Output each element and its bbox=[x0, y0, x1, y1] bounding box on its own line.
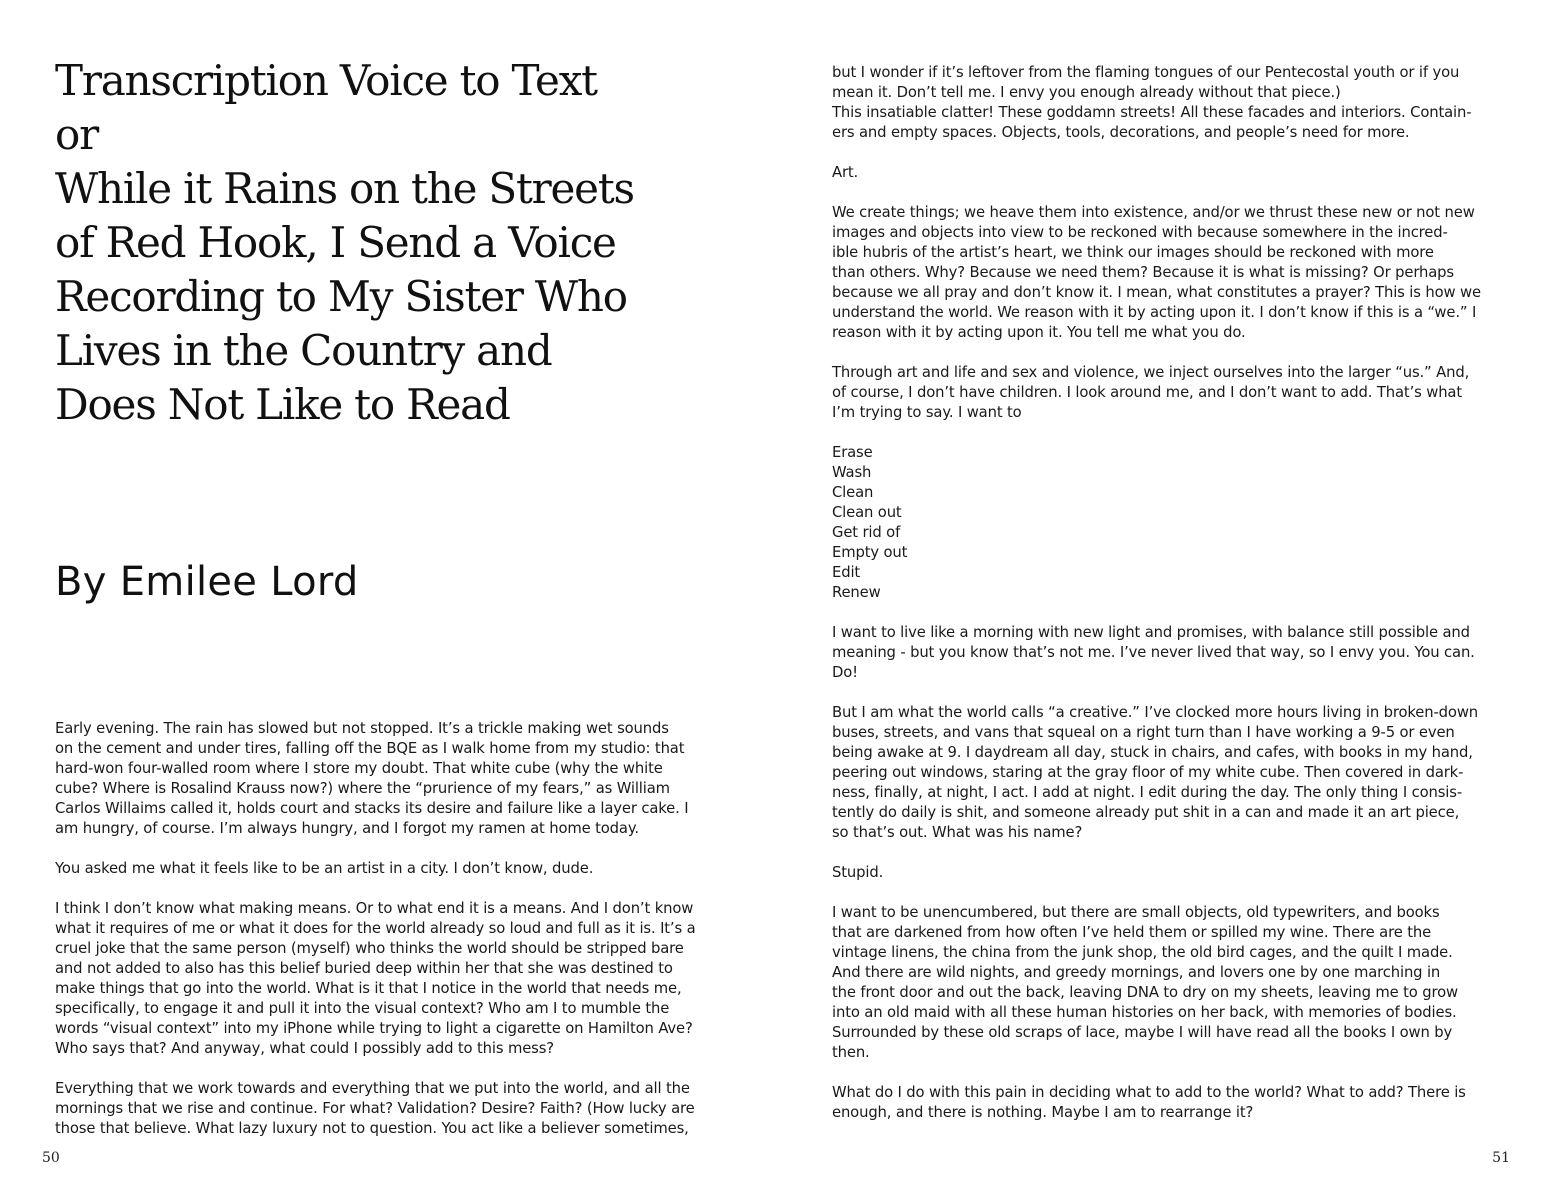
paragraph-gap bbox=[55, 839, 735, 859]
title-line: While it Rains on the Streets bbox=[55, 164, 634, 213]
text-line: This insatiable clatter! These goddamn streets! All these facades and interiors. Contain- bbox=[832, 104, 1472, 121]
text-line: Clean bbox=[832, 484, 874, 501]
text-line: reason with it by acting upon it. You tell me what you do. bbox=[832, 324, 1246, 341]
text-line: because we all pray and don’t know it. I mean, what constitutes a prayer? This is how we bbox=[832, 284, 1481, 301]
text-line: Everything that we work towards and everything that we put into the world, and all the bbox=[55, 1080, 690, 1097]
paragraph-gap bbox=[832, 843, 1512, 863]
paragraph-gap bbox=[55, 1059, 735, 1079]
paragraph-gap bbox=[832, 343, 1512, 363]
text-line: images and objects into view to be reckoned with because somewhere in the incred- bbox=[832, 224, 1448, 241]
text-line: Erase bbox=[832, 444, 873, 461]
title-line: Lives in the Country and bbox=[55, 326, 552, 375]
text-line: peering out windows, staring at the gray floor of my white cube. Then covered in dark- bbox=[832, 764, 1464, 781]
text-line: I’m trying to say. I want to bbox=[832, 404, 1022, 421]
text-line: buses, streets, and vans that squeal on a right turn than I have working a 9-5 or even bbox=[832, 724, 1455, 741]
text-line: enough, and there is nothing. Maybe I am to rearrange it? bbox=[832, 1104, 1254, 1121]
text-line: what it requires of me or what it does for the world already so loud and full as it is. It’s a bbox=[55, 920, 696, 937]
paragraph-gap bbox=[832, 883, 1512, 903]
right-body-text bbox=[832, 63, 1512, 1123]
paragraph-gap bbox=[55, 879, 735, 899]
article-title bbox=[55, 54, 675, 432]
title-line: Transcription Voice to Text bbox=[55, 56, 597, 105]
text-line: ible hubris of the artist’s heart, we think our images should be reckoned with more bbox=[832, 244, 1434, 261]
author-byline: By Emilee Lord bbox=[55, 559, 359, 605]
text-line: Do! bbox=[832, 664, 858, 681]
text-line: Surrounded by these old scraps of lace, maybe I will have read all the books I own by bbox=[832, 1024, 1453, 1041]
text-line: understand the world. We reason with it by acting upon it. I don’t know if this is a “we.” I bbox=[832, 304, 1477, 321]
title-line: Recording to My Sister Who bbox=[55, 272, 627, 321]
text-line: I want to be unencumbered, but there are small objects, old typewriters, and books bbox=[832, 904, 1440, 921]
text-line: What do I do with this pain in deciding what to add to the world? What to add? There is bbox=[832, 1084, 1466, 1101]
text-line: so that’s out. What was his name? bbox=[832, 824, 1083, 841]
paragraph-gap bbox=[832, 1063, 1512, 1083]
text-line: make things that go into the world. What is it that I notice in the world that needs me, bbox=[55, 980, 682, 997]
text-line: We create things; we heave them into existence, and/or we thrust these new or not new bbox=[832, 204, 1475, 221]
text-line: being awake at 9. I daydream all day, stuck in chairs, and cafes, with books in my hand, bbox=[832, 744, 1473, 761]
text-line: I think I don’t know what making means. Or to what end it is a means. And I don’t know bbox=[55, 900, 694, 917]
text-line: Wash bbox=[832, 464, 872, 481]
text-line: I want to live like a morning with new light and promises, with balance still possible and bbox=[832, 624, 1470, 641]
text-line: But I am what the world calls “a creative.” I’ve clocked more hours living in broken-down bbox=[832, 704, 1479, 721]
text-line: the front door and out the back, leaving DNA to dry on my sheets, leaving me to grow bbox=[832, 984, 1458, 1001]
page-number-right: 51 bbox=[1492, 1150, 1510, 1166]
text-line: ers and empty spaces. Objects, tools, decorations, and people’s need for more. bbox=[832, 124, 1410, 141]
text-line: Through art and life and sex and violence, we inject ourselves into the larger “us.” And, bbox=[832, 364, 1470, 381]
text-line: then. bbox=[832, 1044, 870, 1061]
text-line: Art. bbox=[832, 164, 859, 181]
text-line: but I wonder if it’s leftover from the flaming tongues of our Pentecostal youth or if you bbox=[832, 64, 1460, 81]
text-line: than others. Why? Because we need them? Because it is what is missing? Or perhaps bbox=[832, 264, 1454, 281]
left-body-text bbox=[55, 719, 735, 1139]
paragraph-gap bbox=[832, 683, 1512, 703]
text-line: Clean out bbox=[832, 504, 902, 521]
text-line: And there are wild nights, and greedy mornings, and lovers one by one marching in bbox=[832, 964, 1441, 981]
text-line: words “visual context” into my iPhone while trying to light a cigarette on Hamilton Ave? bbox=[55, 1020, 693, 1037]
page-number-left: 50 bbox=[42, 1150, 60, 1166]
paragraph-gap bbox=[832, 143, 1512, 163]
text-line: of course, I don’t have children. I look around me, and I don’t want to add. That’s what bbox=[832, 384, 1462, 401]
text-line: that are darkened from how often I’ve held them or spilled my wine. There are the bbox=[832, 924, 1432, 941]
text-line: Who says that? And anyway, what could I possibly add to this mess? bbox=[55, 1040, 554, 1057]
text-line: mornings that we rise and continue. For what? Validation? Desire? Faith? (How lucky are bbox=[55, 1100, 695, 1117]
text-line: tently do daily is shit, and someone already put shit in a can and made it an art piece, bbox=[832, 804, 1460, 821]
title-line: Does Not Like to Read bbox=[55, 380, 510, 429]
text-line: Renew bbox=[832, 584, 881, 601]
paragraph-gap bbox=[832, 423, 1512, 443]
right-page bbox=[776, 0, 1552, 1199]
text-line: Stupid. bbox=[832, 864, 884, 881]
text-line: cube? Where is Rosalind Krauss now?) where the “prurience of my fears,” as William bbox=[55, 780, 670, 797]
text-line: cruel joke that the same person (myself) who thinks the world should be stripped bare bbox=[55, 940, 684, 957]
text-line: Get rid of bbox=[832, 524, 901, 541]
text-line: You asked me what it feels like to be an artist in a city. I don’t know, dude. bbox=[55, 860, 594, 877]
text-line: meaning - but you know that’s not me. I’ve never lived that way, so I envy you. You can. bbox=[832, 644, 1475, 661]
text-line: Carlos Willaims called it, holds court and stacks its desire and failure like a layer cake. I bbox=[55, 800, 689, 817]
title-line: or bbox=[55, 110, 98, 159]
text-line: ness, finally, at night, I act. I add at night. I edit during the day. The only thing I consis- bbox=[832, 784, 1463, 801]
text-line: and not added to also has this belief buried deep within her that she was destined to bbox=[55, 960, 673, 977]
text-line: hard-won four-walled room where I store my doubt. That white cube (why the white bbox=[55, 760, 663, 777]
text-line: Edit bbox=[832, 564, 861, 581]
title-line: of Red Hook, I Send a Voice bbox=[55, 218, 616, 267]
text-line: into an old maid with all these human histories on her back, with memories of bodies. bbox=[832, 1004, 1457, 1021]
text-line: am hungry, of course. I’m always hungry, and I forgot my ramen at home today. bbox=[55, 820, 639, 837]
text-line: those that believe. What lazy luxury not to question. You act like a believer sometimes, bbox=[55, 1120, 689, 1137]
text-line: Early evening. The rain has slowed but not stopped. It’s a trickle making wet sounds bbox=[55, 720, 669, 737]
text-line: vintage linens, the china from the junk shop, the old bird cages, and the quilt I made. bbox=[832, 944, 1453, 961]
paragraph-gap bbox=[832, 183, 1512, 203]
text-line: Empty out bbox=[832, 544, 908, 561]
paragraph-gap bbox=[832, 603, 1512, 623]
text-line: mean it. Don’t tell me. I envy you enough already without that piece.) bbox=[832, 84, 1341, 101]
text-line: on the cement and under tires, falling off the BQE as I walk home from my studio: that bbox=[55, 740, 685, 757]
text-line: specifically, to engage it and pull it into the visual context? Who am I to mumble the bbox=[55, 1000, 670, 1017]
